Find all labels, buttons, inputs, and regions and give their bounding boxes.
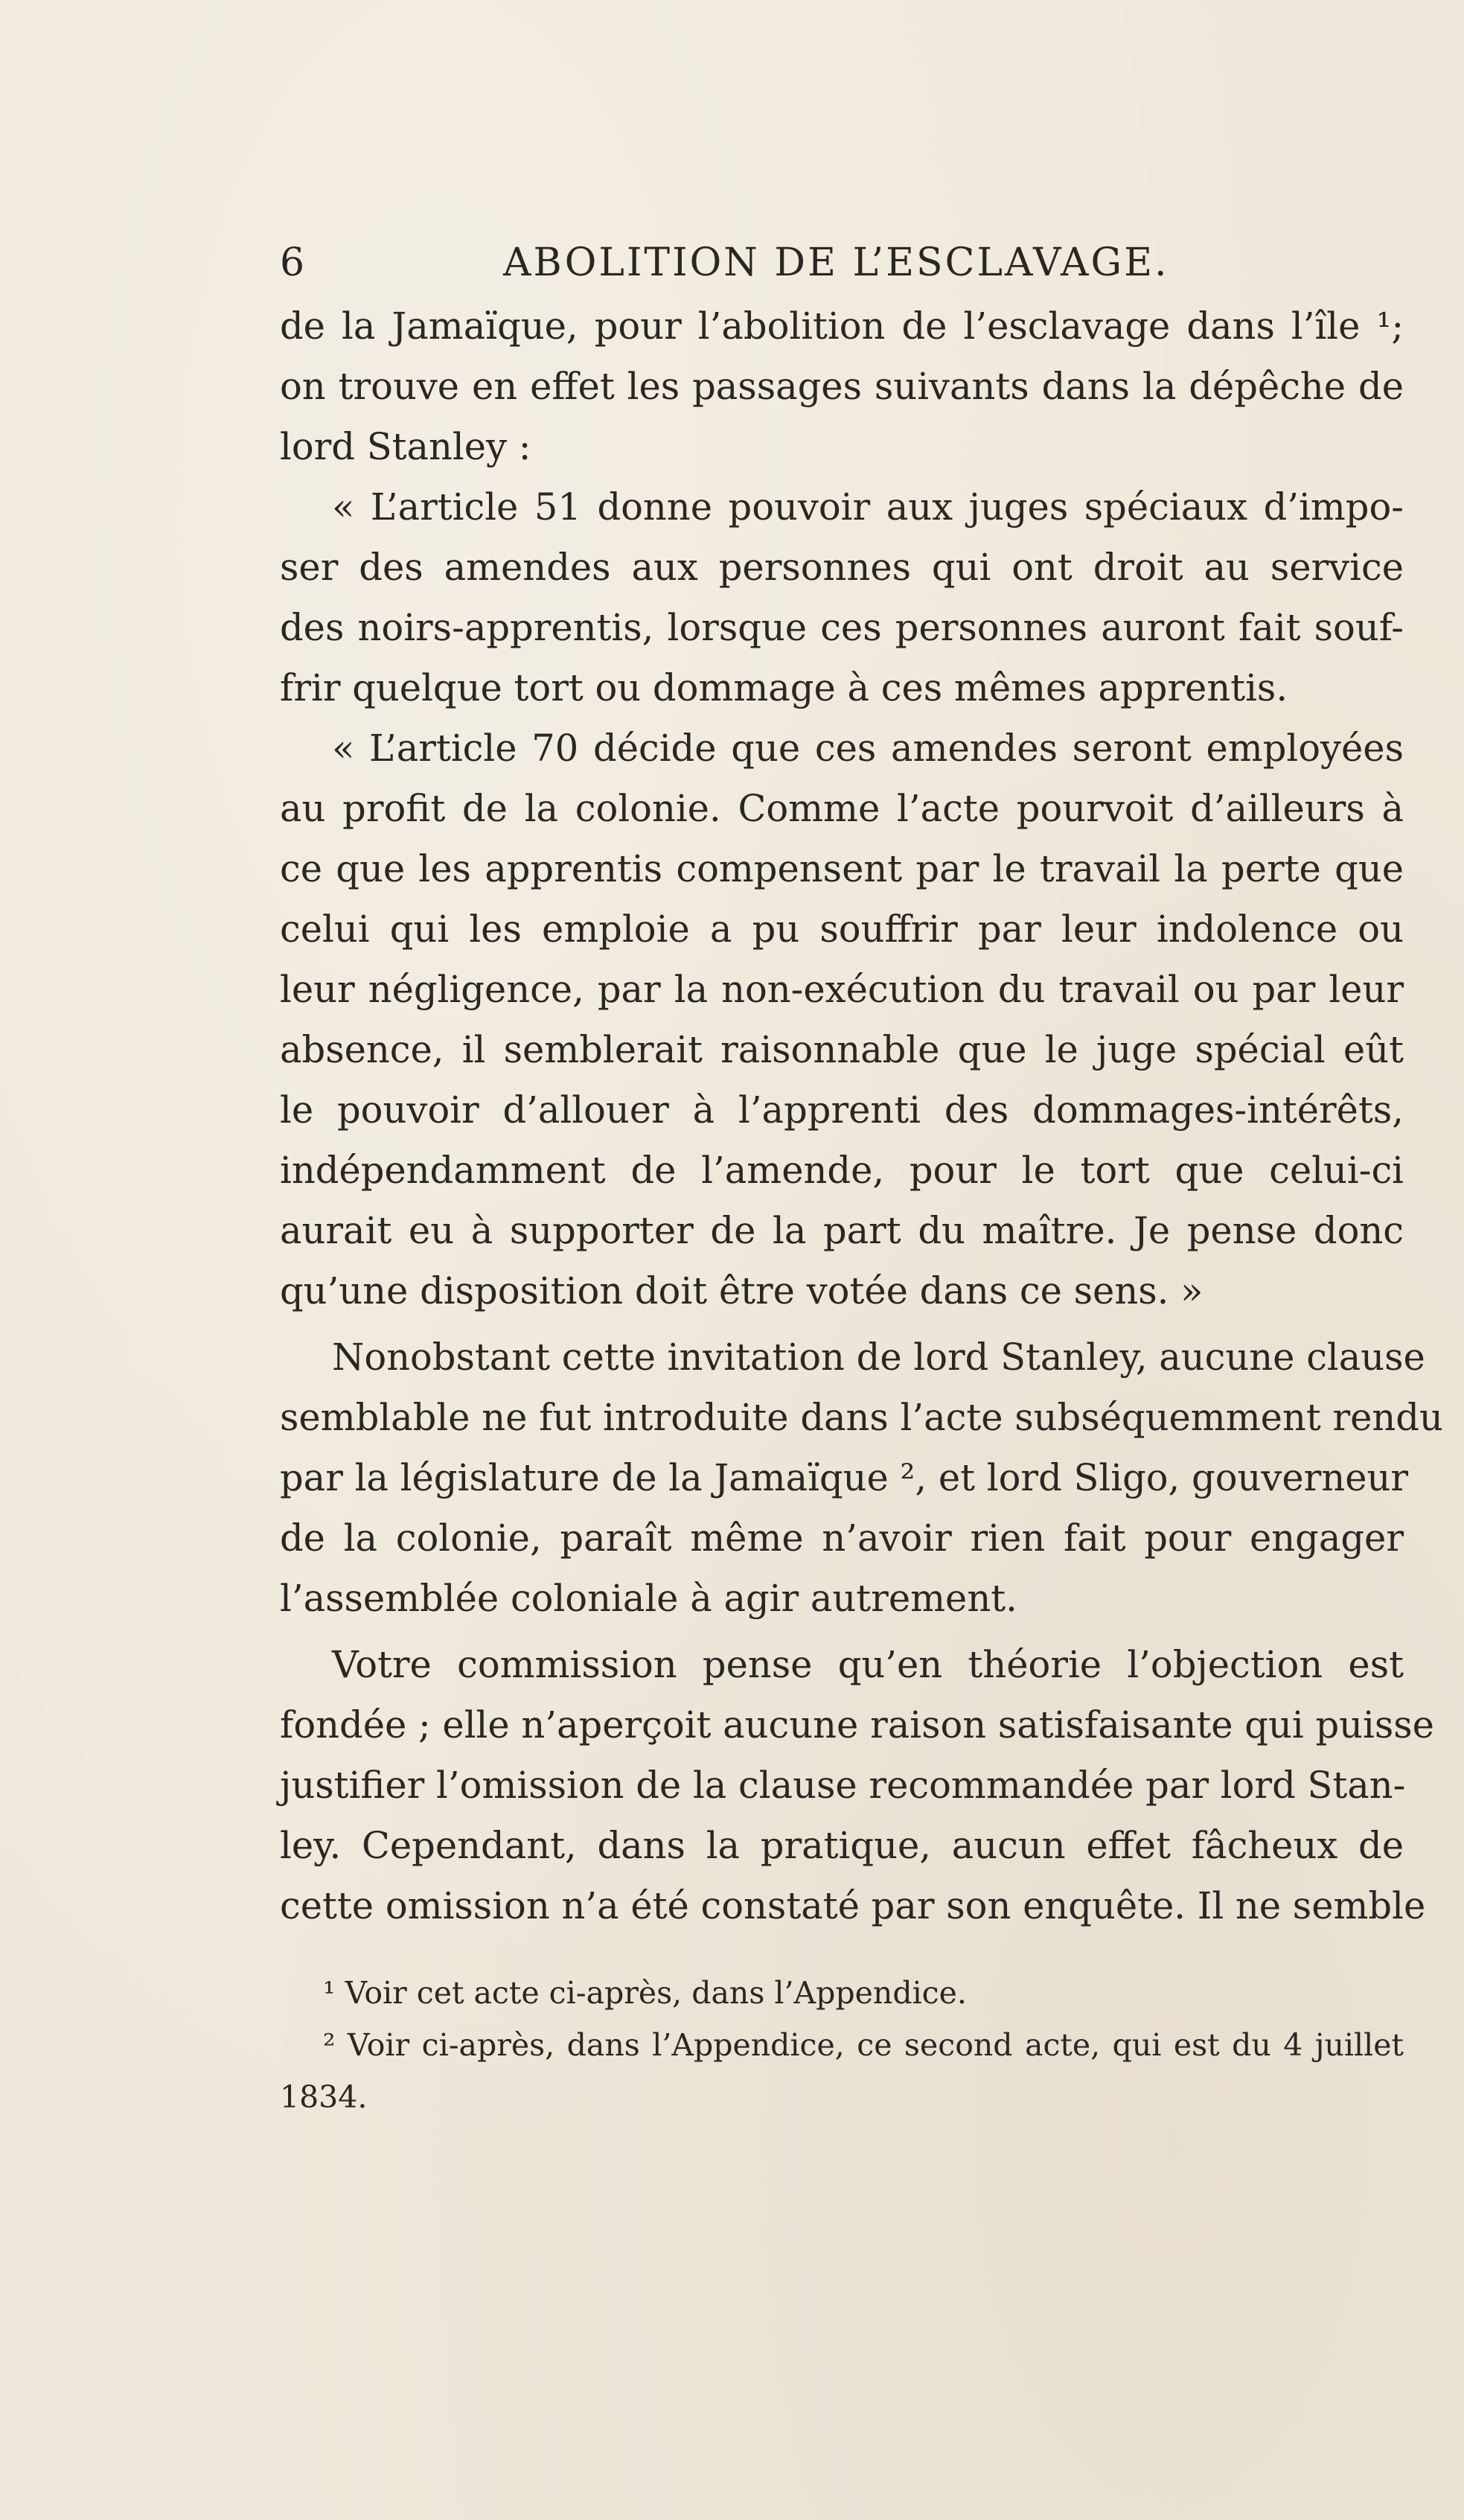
text-line: justifier l’omission de la clause recommandée par lord Stan-	[280, 1764, 1406, 1807]
text-line: indépendamment de l’amende, pour le tort que celui-ci	[280, 1149, 1404, 1192]
text-line: ley. Cependant, dans la pratique, aucun effet fâcheux de	[280, 1824, 1404, 1867]
text-line: celui qui les emploie a pu souffrir par leur indolence ou	[280, 907, 1404, 951]
text-line: au profit de la colonie. Comme l’acte pourvoit d’ailleurs à	[280, 787, 1404, 830]
text-line: ser des amendes aux personnes qui ont droit au service	[280, 546, 1404, 589]
text-line: « L’article 70 décide que ces amendes seront employées	[332, 727, 1404, 770]
text-line: fondée ; elle n’aperçoit aucune raison satisfaisante qui puisse	[280, 1703, 1434, 1747]
footnote-line: ¹ Voir cet acte ci-après, dans l’Appendice.	[323, 1975, 967, 2011]
text-line: on trouve en effet les passages suivants dans la dépêche de	[280, 365, 1404, 408]
text-line: cette omission n’a été constaté par son enquête. Il ne semble	[280, 1884, 1426, 1927]
footnote-line: 1834.	[280, 2079, 368, 2115]
text-line: par la législature de la Jamaïque ², et lord Sligo, gouverneur	[280, 1456, 1409, 1499]
text-line: « L’article 51 donne pouvoir aux juges spéciaux d’impo-	[332, 485, 1404, 529]
text-line: leur négligence, par la non-exécution du travail ou par leur	[280, 968, 1404, 1011]
running-head	[280, 237, 1404, 289]
text-line: ce que les apprentis compensent par le travail la perte que	[280, 847, 1404, 890]
text-line: aurait eu à supporter de la part du maître. Je pense donc	[280, 1209, 1404, 1252]
text-line: lord Stanley :	[280, 425, 531, 468]
text-line: Nonobstant cette invitation de lord Stanley, aucune clause	[332, 1336, 1425, 1379]
text-line: de la colonie, paraît même n’avoir rien fait pour engager	[280, 1516, 1404, 1560]
footnote-line: ² Voir ci-après, dans l’Appendice, ce second acte, qui est du 4 juillet	[323, 2027, 1404, 2063]
text-line: Votre commission pense qu’en théorie l’objection est	[332, 1643, 1404, 1686]
page-number: 6	[280, 240, 307, 285]
text-line: de la Jamaïque, pour l’abolition de l’esclavage dans l’île ¹;	[280, 304, 1404, 348]
text-line: frir quelque tort ou dommage à ces mêmes apprentis.	[280, 666, 1288, 709]
text-line: semblable ne fut introduite dans l’acte subséquemment rendu	[280, 1396, 1443, 1439]
text-line: des noirs-apprentis, lorsque ces personnes auront fait souf-	[280, 606, 1404, 649]
text-line: l’assemblée coloniale à agir autrement.	[280, 1577, 1017, 1620]
body-text	[280, 296, 1443, 1936]
text-line: qu’une disposition doit être votée dans ce sens. »	[280, 1269, 1204, 1312]
text-line: absence, il semblerait raisonnable que le juge spécial eût	[280, 1028, 1404, 1071]
footnotes	[280, 1967, 1404, 2123]
running-title: ABOLITION DE L’ESCLAVAGE.	[503, 240, 1169, 285]
text-line: le pouvoir d’allouer à l’apprenti des dommages-intérêts,	[280, 1088, 1404, 1132]
